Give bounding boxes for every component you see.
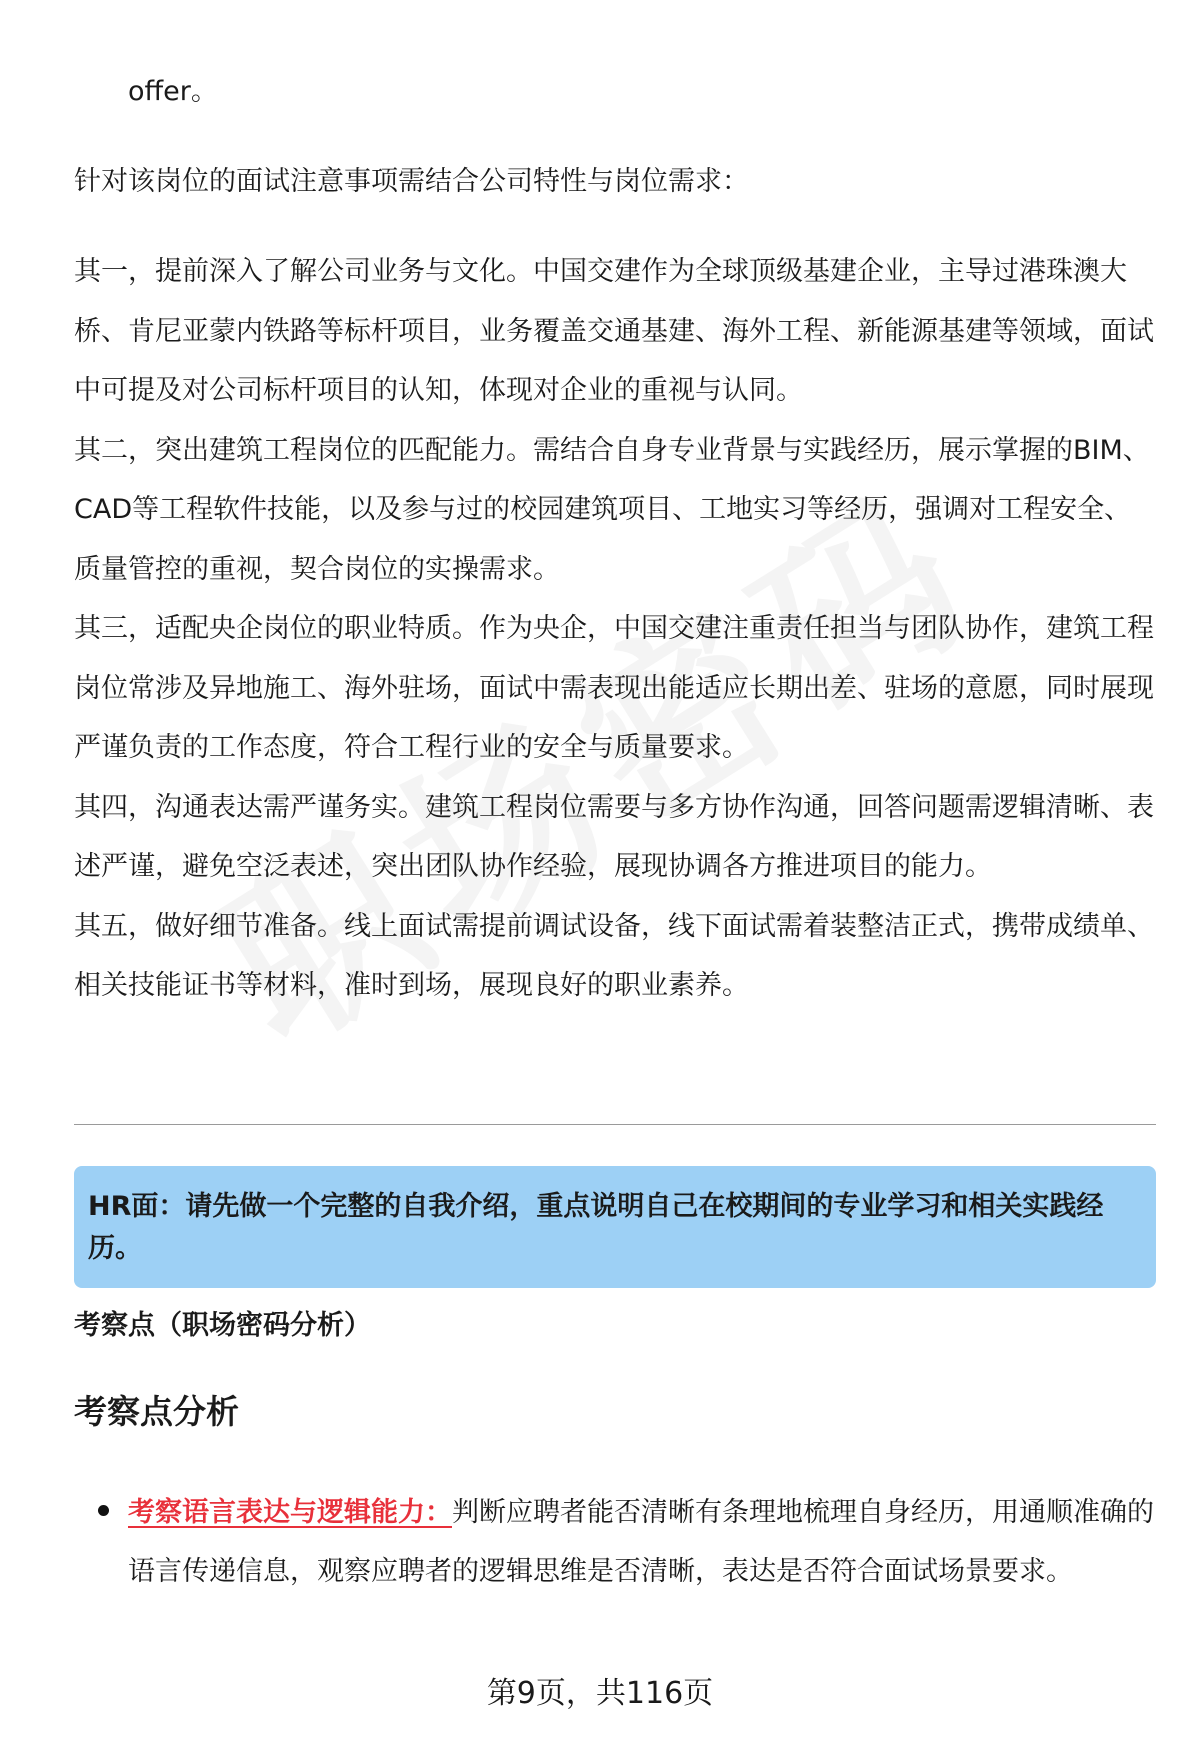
page-number: 第9页，共116页 [486, 1676, 714, 1711]
list-item [128, 1483, 1156, 1601]
tip-paragraph: 其四，沟通表达需严谨务实。建筑工程岗位需要与多方协作沟通，回答问题需逻辑清晰、表述严谨，避免空泛表述，突出团队协作经验，展现协调各方推进项目的能力。 [74, 791, 1154, 882]
bullet-icon [98, 1505, 109, 1516]
tip-paragraph: 其一，提前深入了解公司业务与文化。中国交建作为全球顶级基建企业，主导过港珠澳大桥、肯尼亚蒙内铁路等标杆项目，业务覆盖交通基建、海外工程、新能源基建等领域，面试中可提及对公司标杆项目的认知，体现对企业的重视与认同。 [74, 256, 1154, 406]
tip-paragraph: 其五，做好细节准备。线上面试需提前调试设备，线下面试需着装整洁正式，携带成绩单、相关技能证书等材料，准时到场，展现良好的职业素养。 [74, 910, 1154, 1001]
analysis-label: 考察点（职场密码分析） [74, 1310, 371, 1341]
question-box [74, 1166, 1156, 1288]
tip-paragraph: 其二，突出建筑工程岗位的匹配能力。需结合自身专业背景与实践经历，展示掌握的BIM、CAD等工程软件技能，以及参与过的校园建筑项目、工地实习等经历，强调对工程安全、质量管控的重视，契合岗位的实操需求。 [74, 434, 1150, 585]
paragraph-intro: 针对该岗位的面试注意事项需结合公司特性与岗位需求： [74, 166, 749, 197]
tip-paragraph: 其三，适配央企岗位的职业特质。作为央企，中国交建注重责任担当与团队协作，建筑工程岗位常涉及异地施工、海外驻场，面试中需表现出能适应长期出差、驻场的意愿，同时展现严谨负责的工作态度，符合工程行业的安全与质量要求。 [74, 613, 1154, 763]
section-heading: 考察点分析 [74, 1392, 239, 1431]
interview-tips [74, 242, 1154, 1016]
section-divider [74, 1124, 1156, 1125]
question-text: HR面：请先做一个完整的自我介绍，重点说明自己在校期间的专业学习和相关实践经历。 [88, 1191, 1104, 1264]
paragraph-offer: offer。 [128, 76, 218, 107]
bullet-text: 判断应聘者能否清晰有条理地梳理自身经历，用通顺准确的语言传递信息，观察应聘者的逻辑思维是否清晰，表达是否符合面试场景要求。 [128, 1497, 1154, 1587]
bullet-highlight: 考察语言表达与逻辑能力： [128, 1497, 452, 1528]
